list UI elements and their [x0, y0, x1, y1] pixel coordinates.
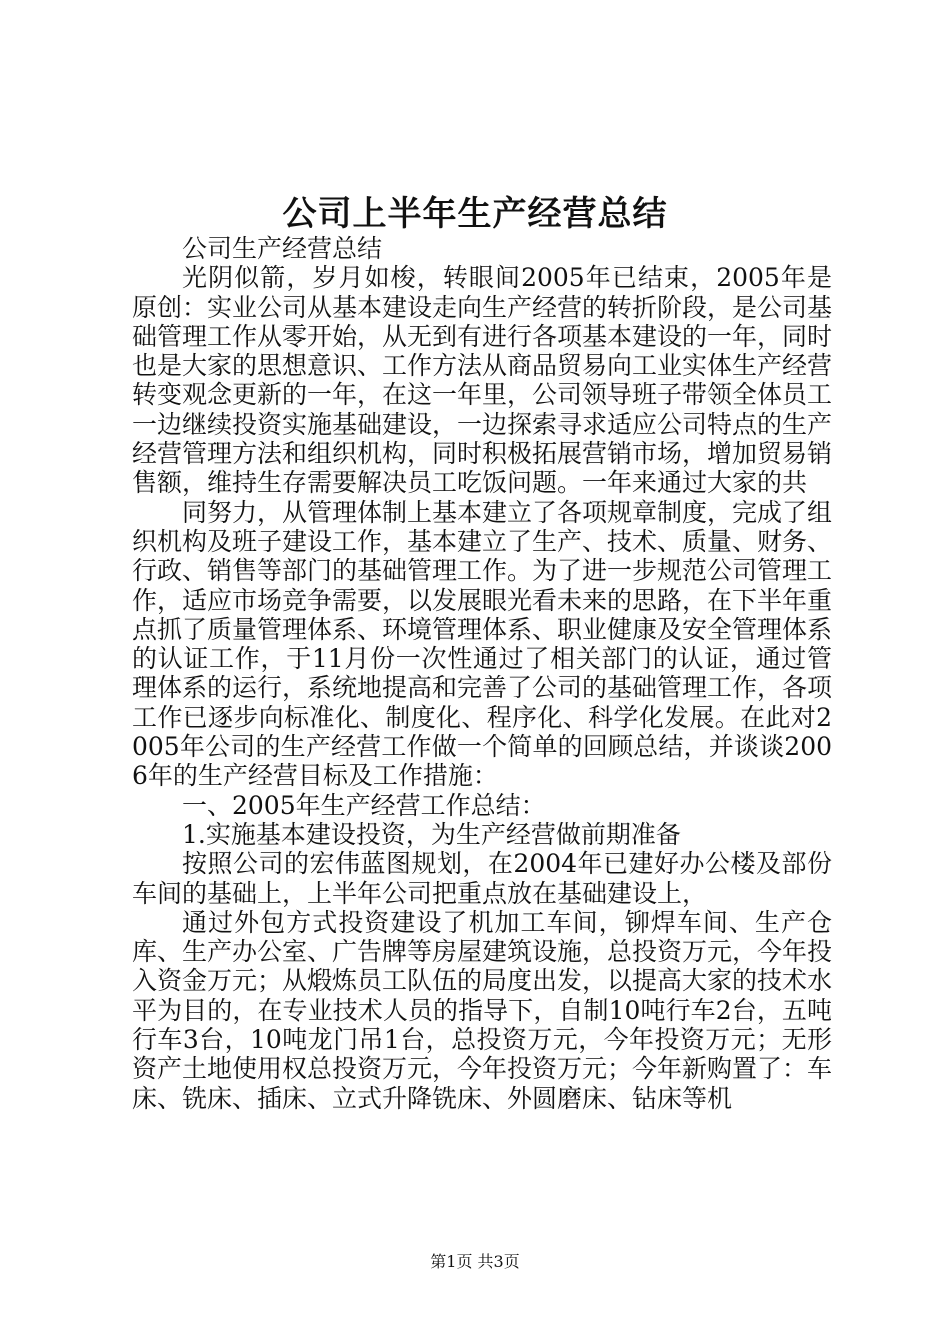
- subsection-heading: 1.实施基本建设投资，为生产经营做前期准备: [182, 819, 681, 849]
- section-heading: 一、2005年生产经营工作总结：: [182, 790, 546, 820]
- document-body: [132, 234, 832, 1113]
- paragraph-management: 同努力，从管理体制上基本建立了各项规章制度，完成了组织机构及班子建设工作，基本建立了生产、技术、质量、财务、行政、销售等部门的基础管理工作。为了进一步规范公司管理工作，适应市场竞争需要，以发展眼光看未来的思路，在下半年重点抓了质量管理体系、环境管理体系、职业健康及安全管理体系的认证工作，于11月份一次性通过了相关部门的认证，通过管理体系的运行，系统地提高和完善了公司的基础管理工作，各项工作已逐步向标准化、制度化、程序化、科学化发展。在此对2005年公司的生产经营工作做一个简单的回顾总结，并谈谈2006年的生产经营目标及工作措施：: [132, 497, 833, 791]
- paragraph-construction: 按照公司的宏伟蓝图规划，在2004年已建好办公楼及部份车间的基础上，上半年公司把重点放在基础建设上，: [132, 849, 832, 908]
- page-footer: 第1页 共3页: [430, 1252, 520, 1271]
- document-title: 公司上半年生产经营总结: [282, 194, 668, 234]
- paragraph-subtitle: 公司生产经营总结: [182, 234, 383, 263]
- paragraph-investment: 通过外包方式投资建设了机加工车间，铆焊车间、生产仓库、生产办公室、广告牌等房屋建筑设施，总投资万元，今年投入资金万元；从煅炼员工队伍的局度出发，以提高大家的技术水平为目的，在专业技术人员的指导下，自制10吨行车2台，五吨行车3台，10吨龙门吊1台，总投资万元，今年投资万元；无形资产土地使用权总投资万元，今年投资万元；今年新购置了：车床、铣床、插床、立式升降铣床、外圆磨床、钻床等机: [132, 907, 833, 1113]
- paragraph-intro: 光阴似箭，岁月如梭，转眼间2005年已结束，2005年是原创：实业公司从基本建设走向生产经营的转折阶段，是公司基础管理工作从零开始，从无到有进行各项基本建设的一年，同时也是大家的思想意识、工作方法从商品贸易向工业实体生产经营转变观念更新的一年，在这一年里，公司领导班子带领全体员工一边继续投资实施基础建设，一边探索寻求适应公司特点的生产经营管理方法和组织机构，同时积极拓展营销市场，增加贸易销售额，维持生存需要解决员工吃饭问题。一年来通过大家的共: [132, 263, 833, 498]
